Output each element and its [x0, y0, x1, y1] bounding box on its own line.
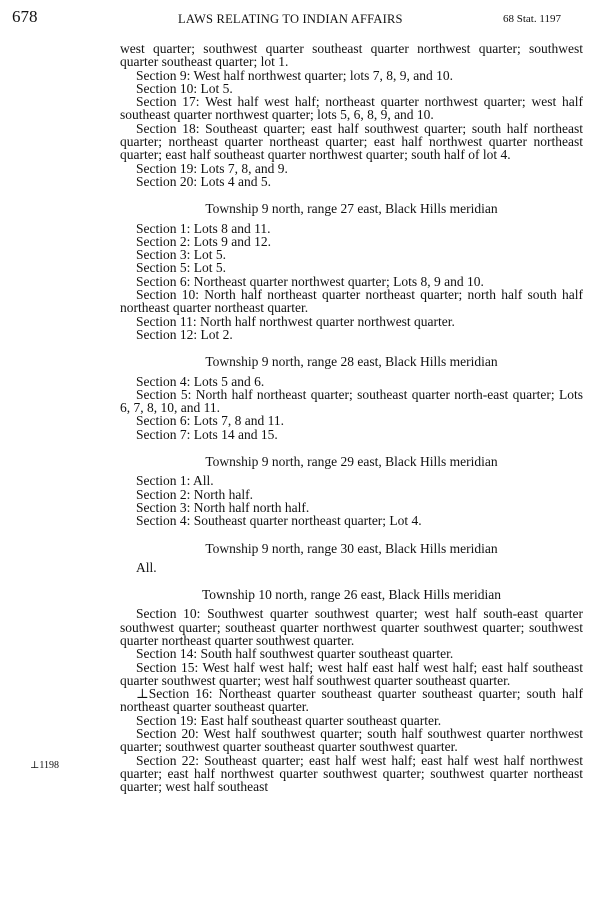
section-entry: Section 10: Southwest quarter southwest quarter; west half south-east quarter southwest quarter; southeast quarter northwest quarter southwest quarter; southwest quarter northeast quarter southwest quarter. [120, 606, 583, 648]
section-entry: Section 6: Northeast quarter northwest quarter; Lots 8, 9 and 10. [136, 273, 484, 289]
township-heading: Township 9 north, range 30 east, Black Hills meridian [205, 540, 498, 556]
section-entry: ⊥Section 16: Northeast quarter southeast quarter southeast quarter; south half northeast quarter southeast quarter. [120, 686, 583, 715]
section-entry: Section 17: West half west half; northeast quarter northwest quarter; west half southeast quarter northwest quarter; lots 5, 6, 8, 9, and 10. [120, 94, 583, 123]
township-heading: Township 9 north, range 27 east, Black Hills meridian [205, 201, 498, 217]
section-entry: Section 19: East half southeast quarter southeast quarter. [136, 712, 442, 728]
section-entry: Section 12: Lot 2. [136, 326, 233, 342]
section-entry: Section 4: Southeast quarter northeast quarter; Lot 4. [136, 513, 422, 529]
section-entry: Section 14: South half southwest quarter southeast quarter. [136, 646, 454, 662]
section-entry: Section 22: Southeast quarter; east half west half; east half west half northwest quarter; east half northwest quarter southwest quarter; southwest quarter northeast quarter; west half southeast [120, 752, 583, 795]
section-entry: Section 11: North half northwest quarter northwest quarter. [136, 313, 455, 329]
section-entry: Section 10: North half northeast quarter northeast quarter; north half south half northeast quarter northeast quarter. [120, 287, 583, 316]
section-entry: Section 3: Lot 5. [136, 247, 226, 263]
section-entry: Section 5: North half northeast quarter; southeast quarter north-east quarter; Lots 6, 7, 8, 10, and 11. [120, 386, 583, 416]
township-heading: Township 10 north, range 26 east, Black Hills meridian [202, 587, 501, 603]
section-entry: Section 20: Lots 4 and 5. [136, 173, 271, 189]
section-entry: Section 2: Lots 9 and 12. [136, 233, 271, 249]
township-list [120, 202, 583, 793]
section-entry: Section 6: Lots 7, 8 and 11. [136, 413, 284, 429]
township-heading: Township 9 north, range 29 east, Black Hills meridian [205, 454, 498, 470]
section-entry: Section 9: West half northwest quarter; lots 7, 8, 9, and 10. [136, 67, 453, 83]
document-body [120, 42, 583, 794]
section-entry: Section 19: Lots 7, 8, and 9. [136, 160, 288, 176]
section-entry: Section 4: Lots 5 and 6. [136, 373, 265, 389]
margin-page-note: ⊥1198 [30, 760, 60, 771]
section-entry: Section 5: Lot 5. [136, 260, 226, 276]
page-number: 678 [12, 7, 38, 26]
section-entry: All. [136, 559, 157, 575]
township-heading: Township 9 north, range 28 east, Black Hills meridian [205, 354, 498, 370]
section-entry: Section 3: North half north half. [136, 499, 310, 515]
section-entry: Section 20: West half southwest quarter; south half southwest quarter northwest quarter; southwest quarter southeast quarter southwest quarter. [120, 726, 583, 755]
section-entry: Section 1: Lots 8 and 11. [136, 220, 271, 236]
running-title: LAWS RELATING TO INDIAN AFFAIRS [178, 12, 403, 26]
section-entry: Section 10: Lot 5. [136, 80, 233, 96]
section-entry: Section 7: Lots 14 and 15. [136, 426, 278, 442]
section-entry: Section 15: West half west half; west half east half west half; east half southeast quarter southwest quarter; west half southwest quarter southeast quarter. [120, 659, 583, 688]
statute-reference: 68 Stat. 1197 [503, 13, 561, 25]
section-entry: Section 2: North half. [136, 486, 253, 502]
section-entry: Section 18: Southeast quarter; east half southwest quarter; south half northeast quarter; northeast quarter northeast quarter; east half northwest quarter northeast quarter; east half southeast quarter northwest quarter; south half of lot 4. [120, 120, 583, 163]
continued-paragraph: west quarter; southwest quarter southeast quarter northwest quarter; southwest quarter southeast quarter; lot 1. [120, 41, 583, 70]
section-entry: Section 1: All. [136, 473, 214, 489]
